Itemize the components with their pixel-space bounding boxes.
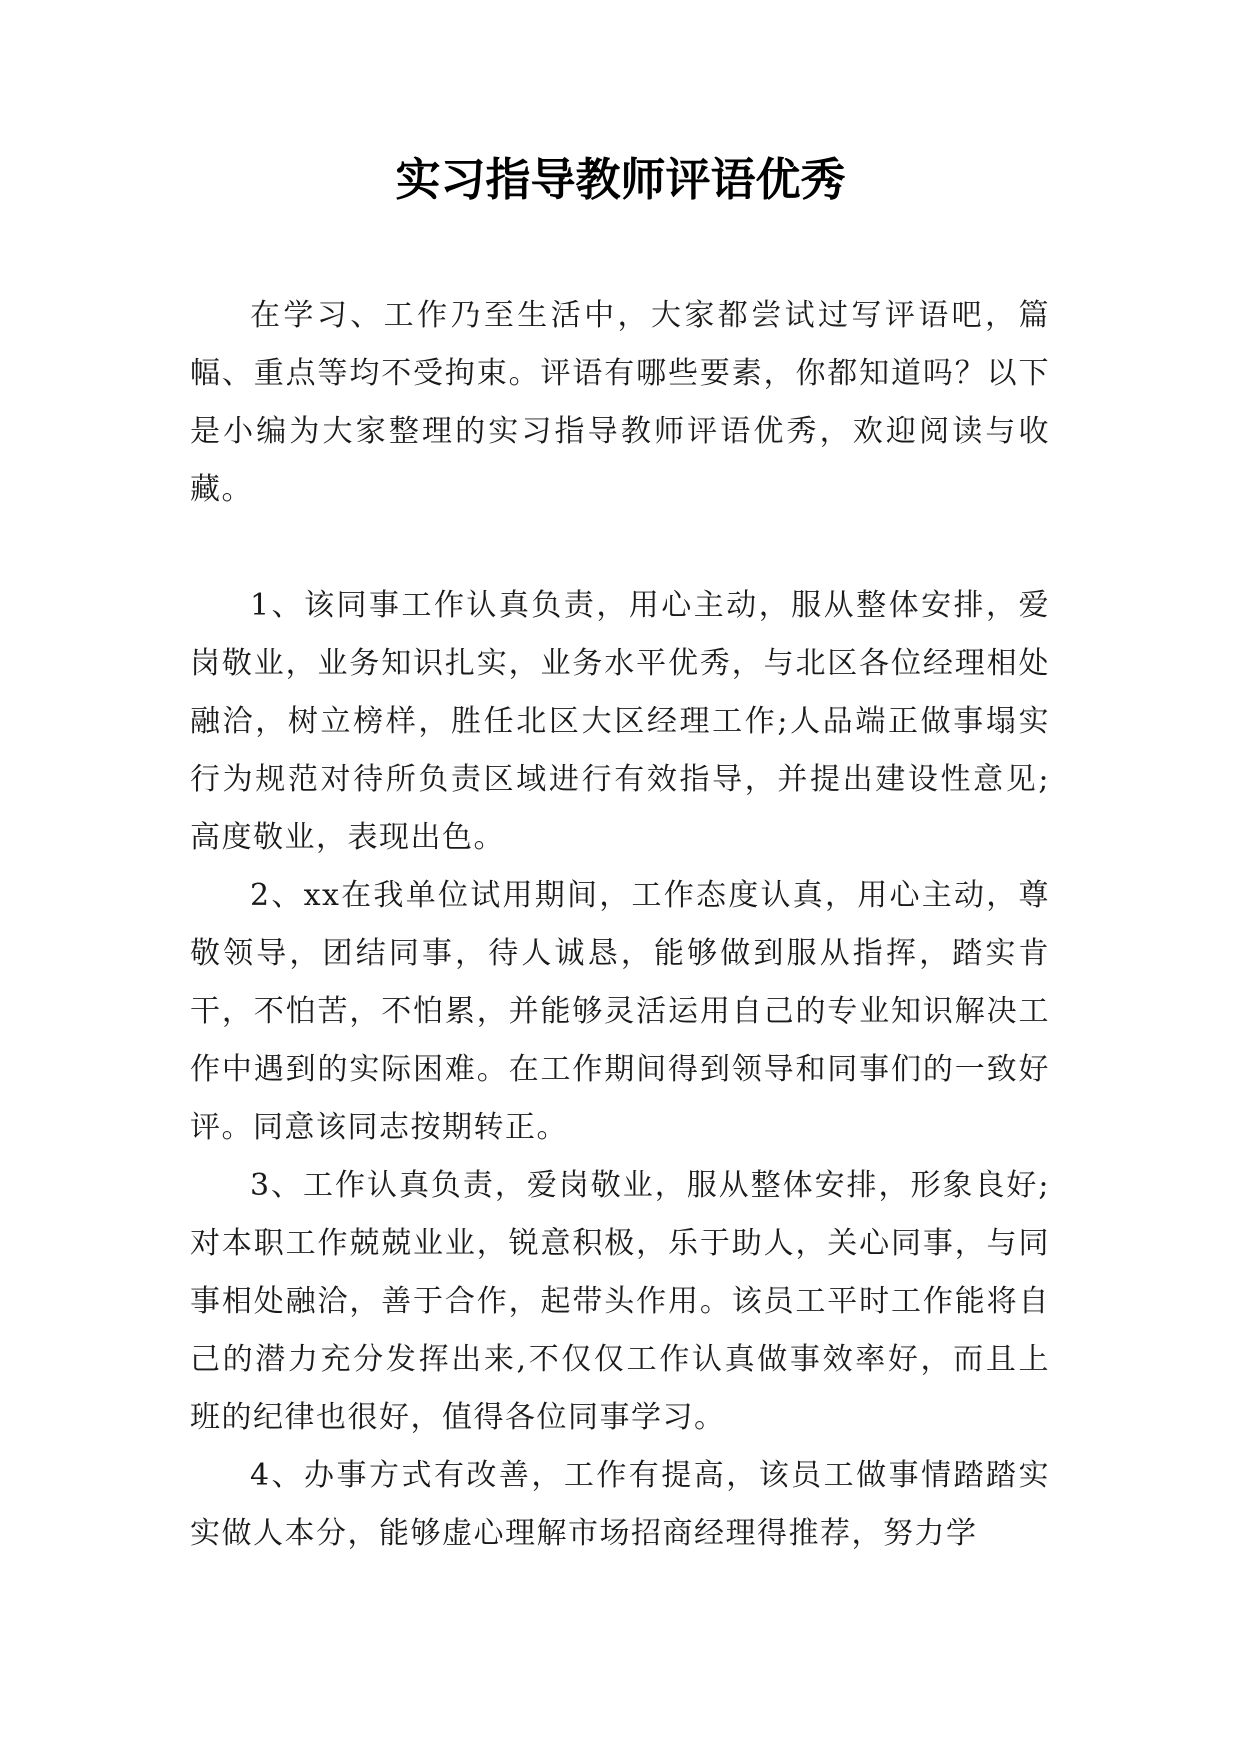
- comment-paragraph-2: 2、xx在我单位试用期间，工作态度认真，用心主动，尊敬领导，团结同事，待人诚恳，能够做到服从指挥，踏实肯干，不怕苦，不怕累，并能够灵活运用自己的专业知识解决工作中遇到的实际困难。在工作期间得到领导和同事们的一致好评。同意该同志按期转正。: [190, 878, 1050, 1145]
- document-body: [190, 287, 1050, 1563]
- comment-paragraph-3: 3、工作认真负责，爱岗敬业，服从整体安排，形象良好;对本职工作兢兢业业，锐意积极，乐于助人，关心同事，与同事相处融洽，善于合作，起带头作用。该员工平时工作能将自己的潜力充分发挥出来,不仅仅工作认真做事效率好，而且上班的纪律也很好，值得各位同事学习。: [190, 1168, 1050, 1435]
- comment-paragraph-1: 1、该同事工作认真负责，用心主动，服从整体安排，爱岗敬业，业务知识扎实，业务水平优秀，与北区各位经理相处融洽，树立榜样，胜任北区大区经理工作;人品端正做事塌实行为规范对待所负责区域进行有效指导，并提出建设性意见;高度敬业，表现出色。: [190, 588, 1050, 855]
- comment-paragraph-4: 4、办事方式有改善，工作有提高，该员工做事情踏踏实实做人本分，能够虚心理解市场招商经理得推荐，努力学: [190, 1458, 1050, 1551]
- intro-paragraph: 在学习、工作乃至生活中，大家都尝试过写评语吧，篇幅、重点等均不受拘束。评语有哪些要素，你都知道吗？以下是小编为大家整理的实习指导教师评语优秀，欢迎阅读与收藏。: [190, 298, 1050, 507]
- document-title: 实习指导教师评语优秀: [395, 153, 846, 206]
